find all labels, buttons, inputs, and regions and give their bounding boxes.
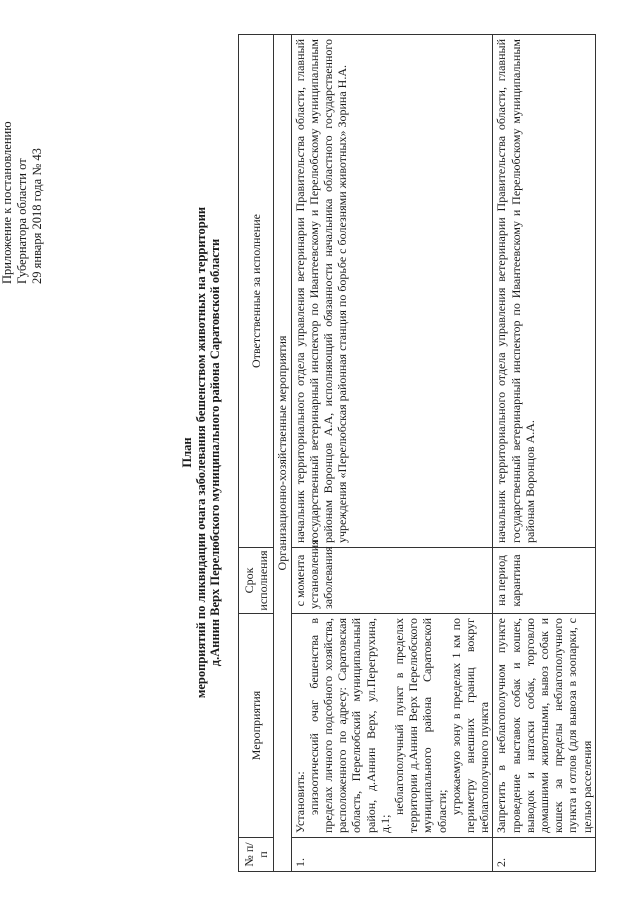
row-responsible: начальник территориального отдела управления ветеринарии Правительства области, главный государственный ветеринарный инспектор по Ивантеевскому и Перелюбскому муниципальным районам Воронцов А.А. (493, 35, 595, 548)
activity-intro: Установить: (292, 771, 307, 833)
row-term: на период карантина (493, 548, 595, 614)
section-title: Организационно-хозяйственные мероприятия (274, 35, 291, 872)
plan-table (238, 34, 596, 872)
row-term: с момента установления заболевания (291, 548, 493, 614)
header-activity: Мероприятия (239, 614, 274, 838)
table-header-row (239, 35, 274, 872)
annex-line-1: Приложение к постановлению (0, 121, 14, 284)
table-row (291, 35, 493, 872)
activity-paragraph: неблагополучный пункт в пределах территории д.Аннин Верх Перелюбского муниципального района Саратовской области; (392, 618, 449, 833)
activity-paragraph: угрожаемую зону в пределах 1 км по периметру внешних границ вокруг неблагополучного пункта (448, 618, 492, 833)
header-term: Срок исполнения (239, 548, 274, 614)
activity-paragraph: эпизоотический очаг бешенства в пределах личного подсобного хозяйства, расположенного по адресу: Саратовская область, Перелюбский муниципальный район, д.Аннин Верх, ул.Перегрухина, д.1; (306, 618, 392, 833)
row-number: 1. (291, 838, 493, 872)
title-line-1: План (180, 437, 194, 468)
annex-line-3: 29 января 2018 года № 43 (30, 148, 44, 284)
header-num: № п/п (239, 838, 274, 872)
title-line-3: д.Аннин Верх Перелюбского муниципального района Саратовской области (208, 238, 222, 667)
row-activity (291, 614, 493, 838)
section-row (274, 35, 291, 872)
header-responsible: Ответственные за исполнение (239, 35, 274, 548)
table-row (493, 35, 595, 872)
document-title (180, 0, 222, 905)
annex-note (0, 54, 45, 284)
annex-line-2: Губернатора области от (15, 158, 29, 284)
title-line-2: мероприятий по ликвидации очага заболевания бешенством животных на территории (194, 206, 208, 699)
row-activity: Запретить в неблагополучном пункте проведение выставок собак и кошек, выводок и натаски собак, торговлю домашними животными, вывоз собак и кошек за пределы неблагополучного пункта и отлов (для вывоза в зоопарки, с целью расселения (493, 614, 595, 838)
row-responsible: начальник территориального отдела управления ветеринарии Правительства области, главный государственный ветеринарный инспектор по Ивантеевскому и Перелюбскому муниципальным районам Воронцов А.А, исполняющий обязанности начальника областного государственного учреждения «Перелюбская районная станция по борьбе с болезнями животных» Зорина Н.А. (291, 35, 493, 548)
row-number: 2. (493, 838, 595, 872)
